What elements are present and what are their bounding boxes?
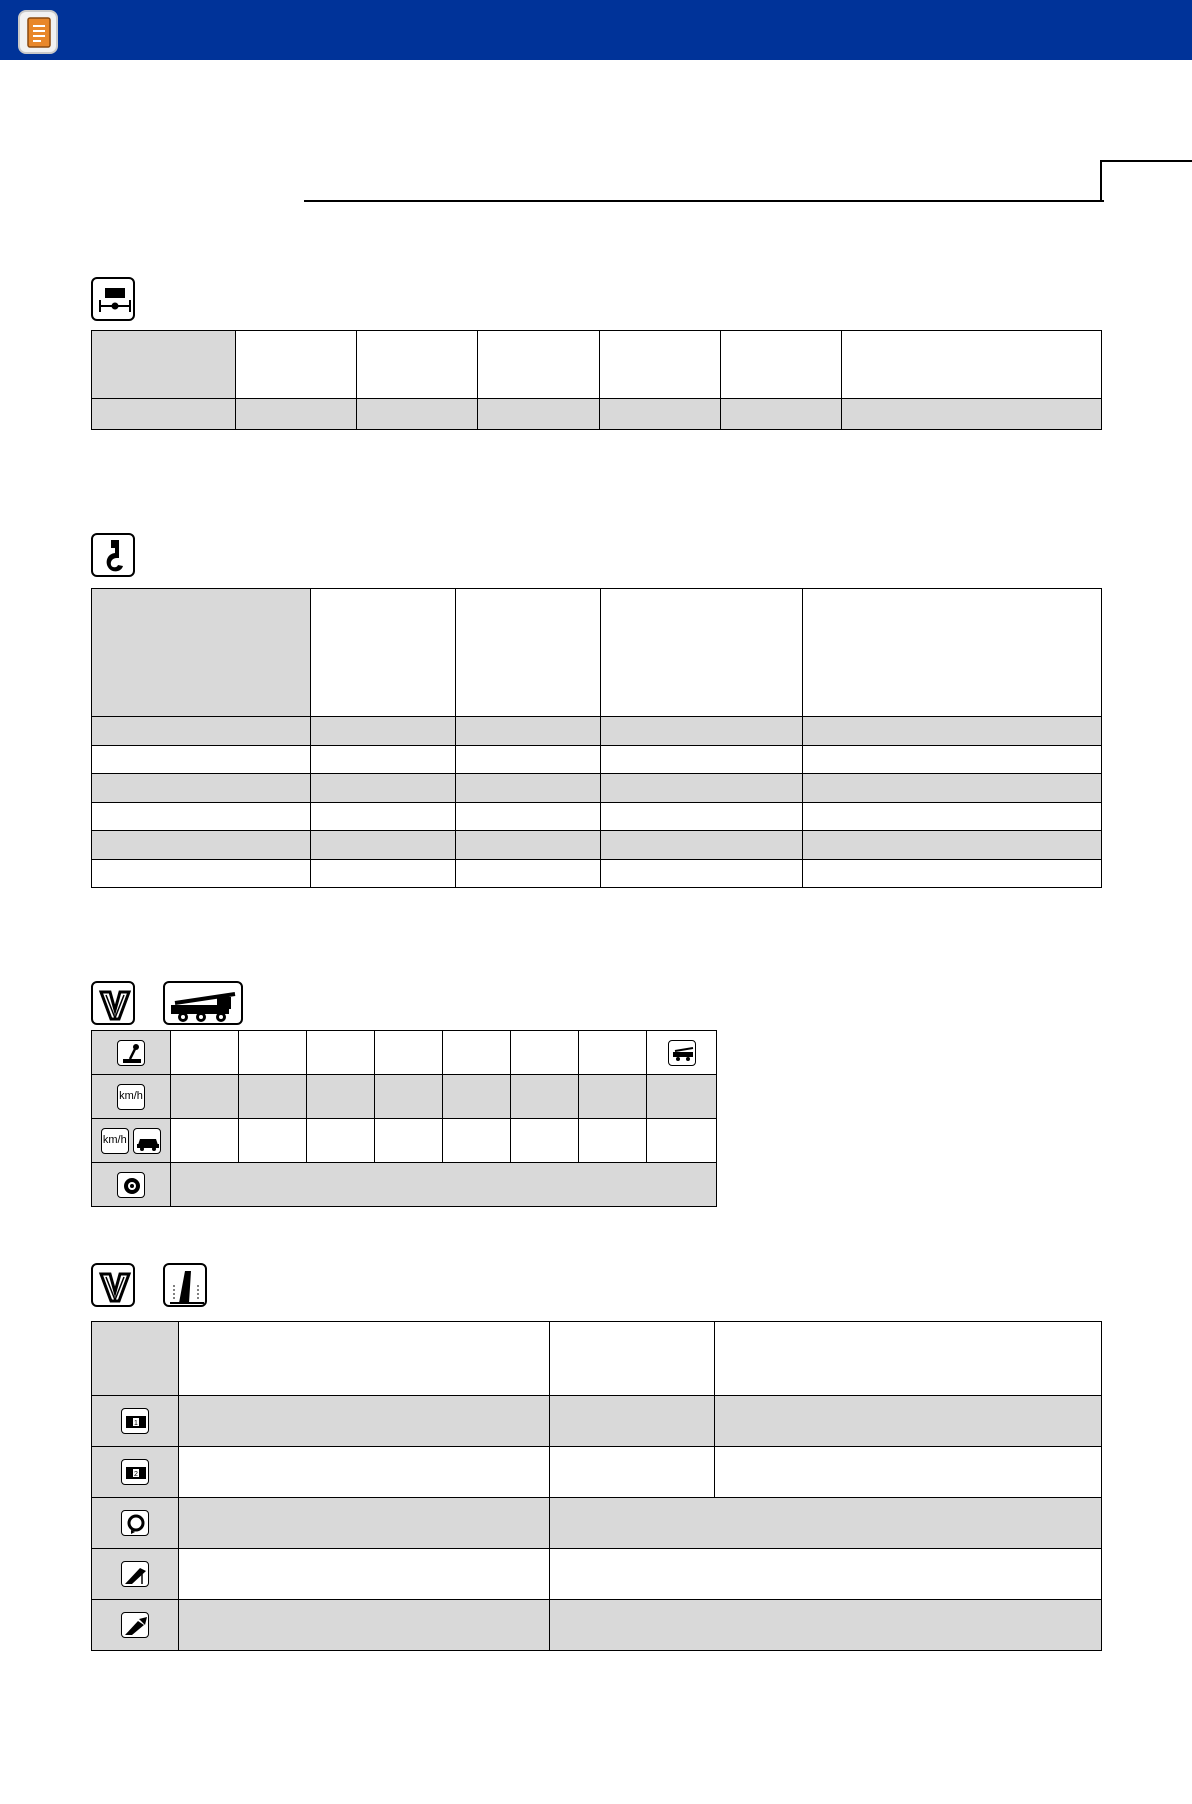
table-row xyxy=(92,1549,1102,1600)
hook-icon xyxy=(91,533,135,577)
table-cell xyxy=(842,331,1102,399)
table-row xyxy=(92,860,1102,888)
travel-speed-table xyxy=(91,1030,717,1207)
document-icon[interactable] xyxy=(18,10,58,54)
table-row xyxy=(92,803,1102,831)
table-row xyxy=(92,774,1102,803)
table-cell xyxy=(842,399,1102,430)
winch-1-icon xyxy=(121,1408,149,1434)
speed-kmh-icon: km/h xyxy=(101,1128,129,1154)
table-cell xyxy=(550,1322,715,1396)
title-bar xyxy=(0,0,1192,60)
table-cell xyxy=(311,589,456,717)
crane-speed-table xyxy=(91,1321,1102,1651)
tire-icon xyxy=(117,1172,145,1198)
crane-truck-icon xyxy=(163,981,243,1025)
table-cell xyxy=(600,399,721,430)
table-cell xyxy=(92,1322,179,1396)
boom-icon xyxy=(163,1263,207,1307)
winch-2-icon xyxy=(121,1459,149,1485)
table-row xyxy=(92,717,1102,746)
reverse-gear-icon xyxy=(668,1040,696,1066)
table-row xyxy=(92,1447,1102,1498)
table-cell xyxy=(721,331,842,399)
dimensions-table xyxy=(91,330,1102,430)
table-cell xyxy=(236,399,357,430)
table-cell xyxy=(803,589,1102,717)
table-cell xyxy=(478,399,600,430)
table-cell xyxy=(357,331,478,399)
table-cell xyxy=(92,331,236,399)
table-cell xyxy=(715,1322,1102,1396)
table-cell xyxy=(478,331,600,399)
speed-kmh-icon: km/h xyxy=(117,1084,145,1110)
table-cell xyxy=(721,399,842,430)
table-row xyxy=(92,1163,717,1207)
svg-text:1: 1 xyxy=(134,1420,138,1427)
slew-icon xyxy=(121,1510,149,1536)
table-row xyxy=(92,1396,1102,1447)
svg-text:2: 2 xyxy=(134,1471,138,1478)
table-row xyxy=(92,1031,717,1075)
speed-icon xyxy=(91,981,135,1025)
table-cell xyxy=(92,399,236,430)
table-row xyxy=(92,1498,1102,1549)
table-cell xyxy=(601,589,803,717)
vehicle-icon xyxy=(133,1128,161,1154)
gear-lever-icon xyxy=(117,1040,145,1066)
table-cell xyxy=(236,331,357,399)
table-row xyxy=(92,831,1102,860)
table-cell xyxy=(179,1322,550,1396)
page-tab-edge xyxy=(1100,160,1192,202)
table-row xyxy=(92,1600,1102,1651)
table-cell xyxy=(600,331,721,399)
horizontal-rule xyxy=(304,200,1104,202)
hook-load-table xyxy=(91,588,1102,888)
table-cell xyxy=(357,399,478,430)
table-row xyxy=(92,1075,717,1119)
table-row xyxy=(92,746,1102,774)
table-cell xyxy=(456,589,601,717)
axle-dimensions-icon xyxy=(91,277,135,321)
table-cell xyxy=(92,589,311,717)
table-row xyxy=(92,1119,717,1163)
speed-icon xyxy=(91,1263,135,1307)
boom-raise-icon xyxy=(121,1561,149,1587)
boom-telescope-icon xyxy=(121,1612,149,1638)
